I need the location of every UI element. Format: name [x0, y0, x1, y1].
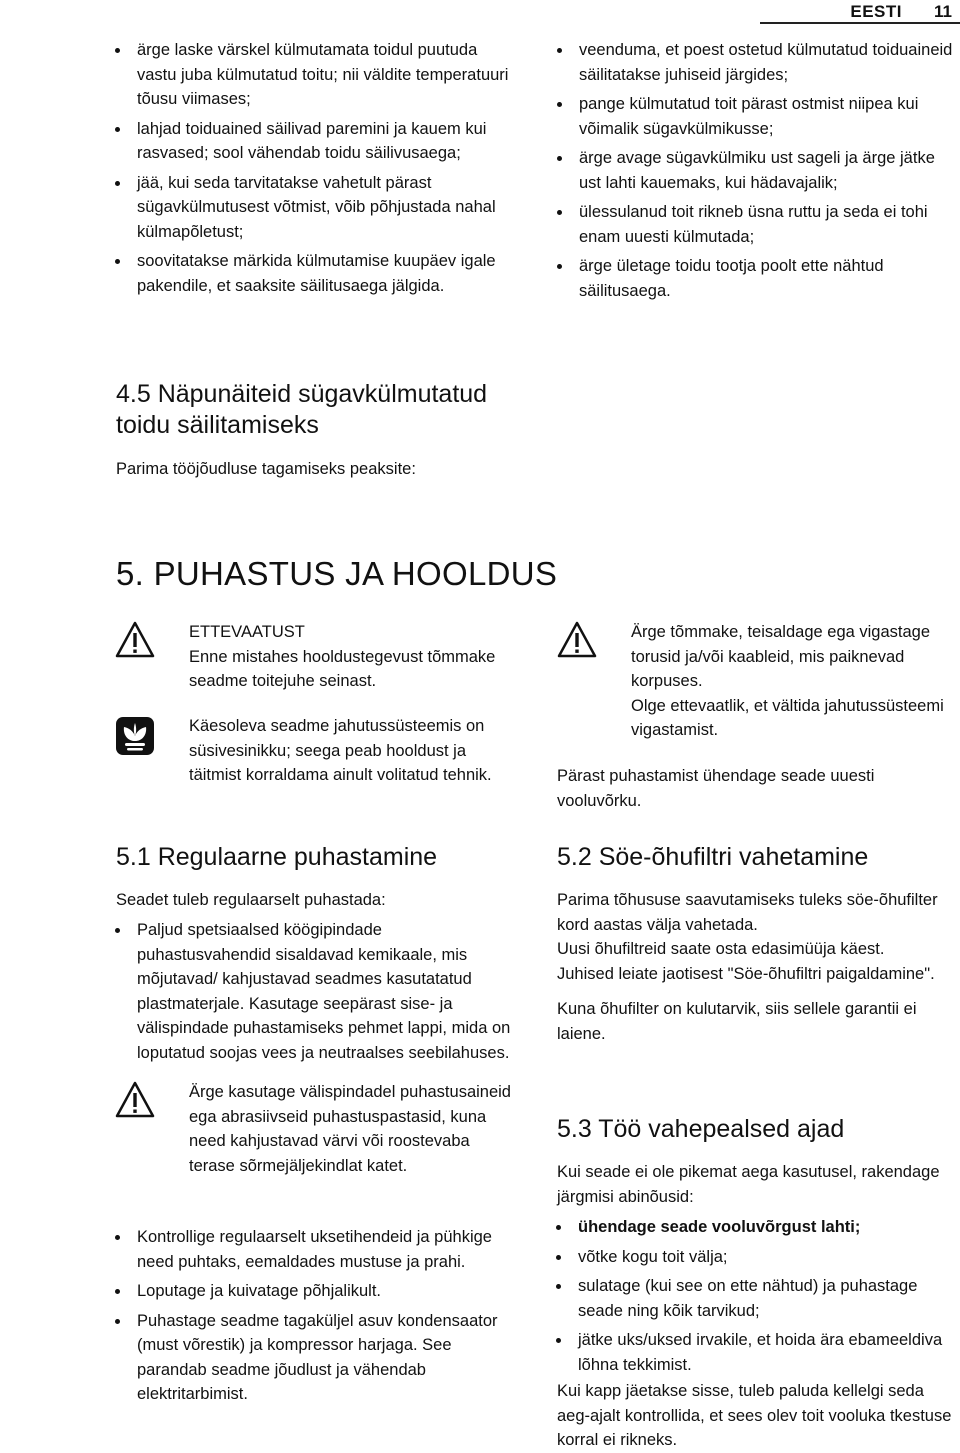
warning-icon — [115, 1080, 155, 1120]
list-item: veenduma, et poest ostetud külmutatud toiduaineid säilitatakse juhiseid järgides; — [555, 38, 958, 87]
section-4-5-title: 4.5 Näpunäiteid sügavkülmutatud toidu säilitamiseks — [116, 380, 488, 439]
warning-text: Ärge tõmmake, teisaldage ega vigastage torusid ja/või kaableid, mis paiknevad korpuses. — [631, 623, 931, 690]
warning-icon — [115, 620, 155, 660]
paragraph: Uusi õhufiltreid saate osta edasimüüja käest. — [557, 940, 885, 958]
list-item: soovitatakse märkida külmutamise kuupäev igale pakendile, et saaksite säilitusaega jälgida. — [113, 249, 513, 298]
list-item: sulatage (kui see on ette nähtud) ja puhastage seade ning kõik tarvikud; — [554, 1274, 960, 1323]
warning-icon — [557, 620, 597, 660]
warning-left — [189, 620, 519, 694]
list-item: ülessulanud toit rikneb üsna ruttu ja seda ei tohi enam uuesti külmutada; — [555, 200, 958, 249]
list-item: pange külmutatud toit pärast ostmist niipea kui võimalik sügavkülmikusse; — [555, 92, 958, 141]
paragraph: Kuna õhufilter on kulutarvik, siis sellele garantii ei laiene. — [557, 1000, 917, 1043]
section-5-3-intro: Kui seade ei ole pikemat aega kasutusel, rakendage järgmisi abinõusid: — [557, 1163, 940, 1206]
refrigerant-note-text: Käesoleva seadme jahutussüsteemis on süsivesinikku; seega peab hooldust ja täitmist korraldama ainult volitatud tehnik. — [189, 717, 492, 784]
section-5-3-list — [554, 1215, 960, 1382]
warning-right — [631, 620, 956, 743]
reconnect-text: Pärast puhastamist ühendage seade uuesti vooluvõrku. — [557, 767, 875, 810]
section-5-2-title: 5.2 Söe-õhufiltri vahetamine — [557, 843, 869, 871]
header-language: EESTI — [850, 2, 902, 21]
list-item: Loputage ja kuivatage põhjalikult. — [113, 1279, 518, 1304]
section-5-title: 5. PUHASTUS JA HOOLDUS — [116, 555, 558, 592]
list-item: Kontrollige regulaarselt uksetihendeid ja pühkige need puhtaks, eemaldades mustuse ja prahi. — [113, 1225, 518, 1274]
section-5-2-body — [557, 888, 960, 1046]
list-item: ühendage seade vooluvõrgust lahti; — [554, 1215, 960, 1240]
paragraph: Juhised leiate jaotisest "Söe-õhufiltri paigaldamine". — [557, 964, 935, 983]
list-item: ärge ületage toidu tootja poolt ette nähtud säilitusaega. — [555, 254, 958, 303]
section-5-3-outro: Kui kapp jäetakse sisse, tuleb paluda kellelgi seda aeg-ajalt kontrollida, et sees olev toit vooluka tkestuse korral ei rikneks. — [557, 1382, 952, 1449]
warning-heading: ETTEVAATUST — [189, 623, 305, 641]
list-item: Puhastage seadme tagaküljel asuv kondensaator (must võrestik) ja kompressor harjaga. See parandab seadme jõudlust ja vähendab elektritarbimist. — [113, 1309, 518, 1407]
section-4-5-intro: Parima tööjõudluse tagamiseks peaksite: — [116, 460, 416, 478]
freeze-tips-left — [113, 38, 513, 303]
list-item: jätke uks/uksed irvakile, et hoida ära ebameeldiva lõhna tekkimist. — [554, 1328, 960, 1377]
list-item: jää, kui seda tarvitatakse vahetult pärast sügavkülmutusest võtmist, võib põhjustada nahal külmapõletust; — [113, 171, 513, 245]
list-item: võtke kogu toit välja; — [554, 1245, 960, 1270]
header-rule — [760, 22, 960, 24]
warning-text: Enne mistahes hooldustegevust tõmmake seadme toitejuhe seinast. — [189, 647, 496, 690]
section-5-1-intro: Seadet tuleb regulaarselt puhastada: — [116, 891, 386, 909]
list-item: ärge avage sügavkülmiku ust sageli ja ärge jätke ust lahti kauemaks, kui hädavajalik; — [555, 146, 958, 195]
refrigerant-icon — [115, 716, 155, 756]
section-5-3-title: 5.3 Töö vahepealsed ajad — [557, 1115, 845, 1143]
list-item: lahjad toiduained säilivad paremini ja kauem kui rasvased; sool vähendab toidu säilivusaega; — [113, 117, 513, 166]
paragraph: Parima tõhususe saavutamiseks tuleks söe-õhufilter kord aastas välja vahetada. — [557, 891, 938, 934]
warning-text: Olge ettevaatlik, et vältida jahutussüsteemi vigastamist. — [631, 696, 944, 739]
section-5-1-list — [113, 918, 518, 1070]
section-5-1-list-after — [113, 1225, 518, 1412]
list-item: Paljud spetsiaalsed köögipindade puhastusvahendid sisaldavad kemikaale, mis mõjutavad/ kahjustavad seadmes kasutatatud plastmaterjale. Kasutage seepärast sise- ja välispindade puhastamiseks pehmet lappi, mida on loputatud soojas vees ja neutraalses seebilahuses. — [113, 918, 518, 1065]
section-5-1-title: 5.1 Regulaarne puhastamine — [116, 843, 438, 871]
section-5-1-warning: Ärge kasutage välispindadel puhastusaineid ega abrasiivseid puhastuspastasid, kuna need kahjustavad värvi või roostevaba terase sõrmejäljekindlat katet. — [189, 1083, 511, 1175]
page-number: 11 — [934, 2, 952, 21]
list-item: ärge laske värskel külmutamata toidul puutuda vastu juba külmutatud toitu; nii väldite temperatuuri tõusu viimases; — [113, 38, 513, 112]
page-header — [760, 0, 960, 24]
freeze-tips-right — [555, 38, 958, 308]
